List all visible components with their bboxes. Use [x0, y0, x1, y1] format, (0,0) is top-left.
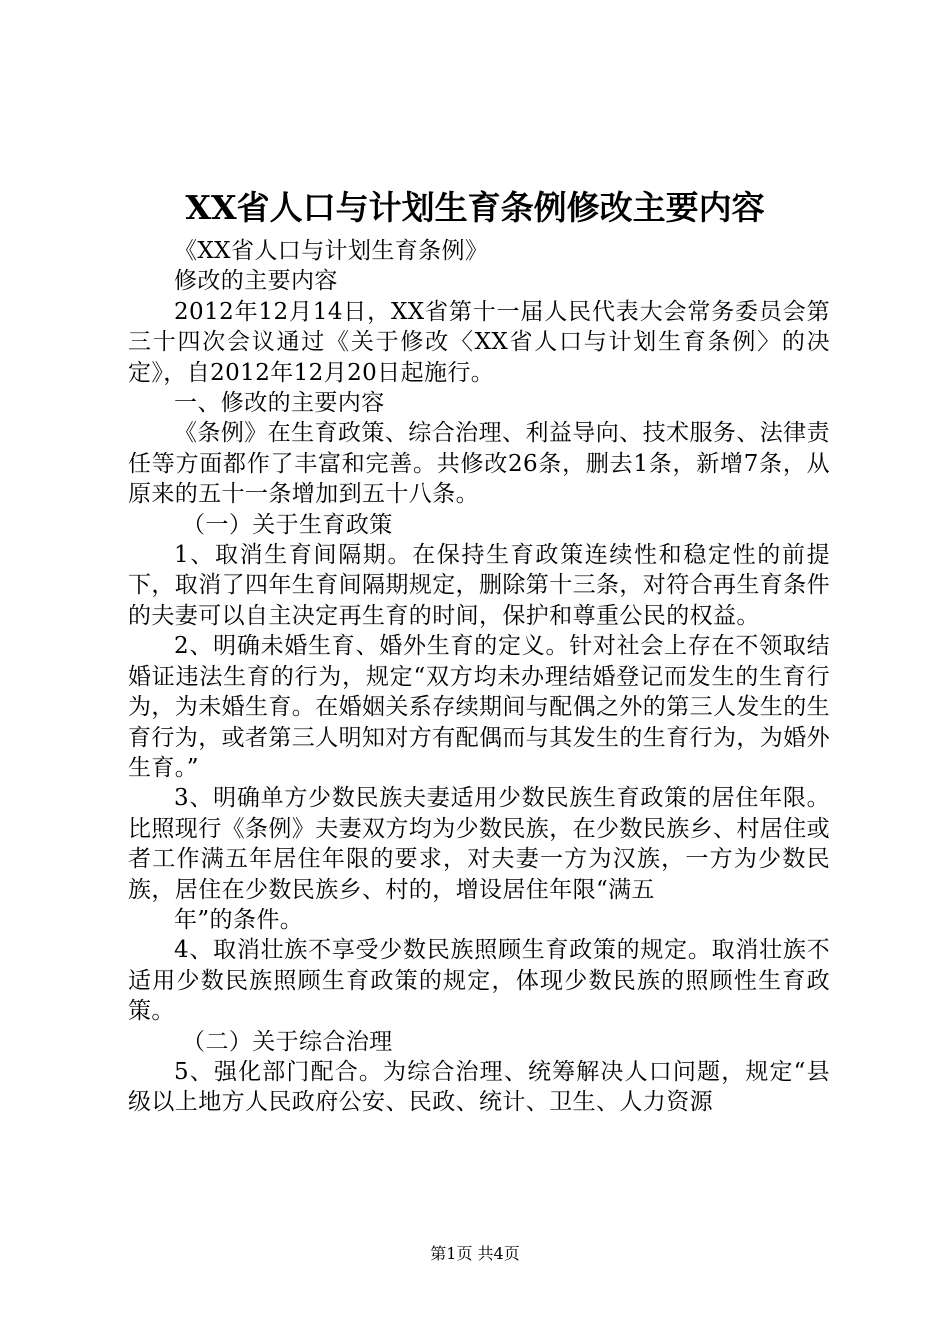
paragraph-intro: 2012年12月14日，XX省第十一届人民代表大会常务委员会第三十四次会议通过《关于修改〈XX省人口与计划生育条例〉的决定》，自2012年12月20日起施行。: [128, 298, 830, 386]
paragraph-item-3: 3、明确单方少数民族夫妻适用少数民族生育政策的居住年限。比照现行《条例》夫妻双方均为少数民族，在少数民族乡、村居住或者工作满五年居住年限的要求，对夫妻一方为汉族，一方为少数民族，居住在少数民族乡、村的，增设居住年限“满五: [128, 785, 830, 903]
paragraph-item-5: 5、强化部门配合。为综合治理、统筹解决人口问题，规定“县级以上地方人民政府公安、民政、统计、卫生、人力资源: [128, 1058, 830, 1116]
paragraph-summary: 《条例》在生育政策、综合治理、利益导向、技术服务、法律责任等方面都作了丰富和完善。共修改26条，删去1条，新增7条，从原来的五十一条增加到五十八条。: [128, 420, 830, 508]
paragraph-subtitle: 修改的主要内容: [174, 268, 338, 295]
document-title: XX省人口与计划生育条例修改主要内容: [185, 188, 765, 227]
subsection-heading-governance: （二）关于综合治理: [182, 1028, 393, 1055]
paragraph-item-4: 4、取消壮族不享受少数民族照顾生育政策的规定。取消壮族不适用少数民族照顾生育政策的规定，体现少数民族的照顾性生育政策。: [128, 937, 830, 1025]
paragraph-item-1: 1、取消生育间隔期。在保持生育政策连续性和稳定性的前提下，取消了四年生育间隔期规定，删除第十三条，对符合再生育条件的夫妻可以自主决定再生育的时间，保护和尊重公民的权益。: [128, 542, 830, 629]
subsection-heading-birth-policy: （一）关于生育政策: [182, 511, 393, 538]
paragraph-law-name: 《XX省人口与计划生育条例》: [174, 238, 489, 264]
paragraph-item-3-continued: 年”的条件。: [174, 906, 304, 933]
section-heading-1: 一、修改的主要内容: [174, 390, 385, 417]
document-body: [128, 236, 830, 1118]
page-footer: 第1页 共4页: [430, 1244, 520, 1263]
paragraph-item-2: 2、明确未婚生育、婚外生育的定义。针对社会上存在不领取结婚证违法生育的行为，规定“双方均未办理结婚登记而发生的生育行为，为未婚生育。在婚姻关系存续期间与配偶之外的第三人发生的生育行为，或者第三人明知对方有配偶而与其发生的生育行为，为婚外生育。”: [128, 633, 830, 781]
